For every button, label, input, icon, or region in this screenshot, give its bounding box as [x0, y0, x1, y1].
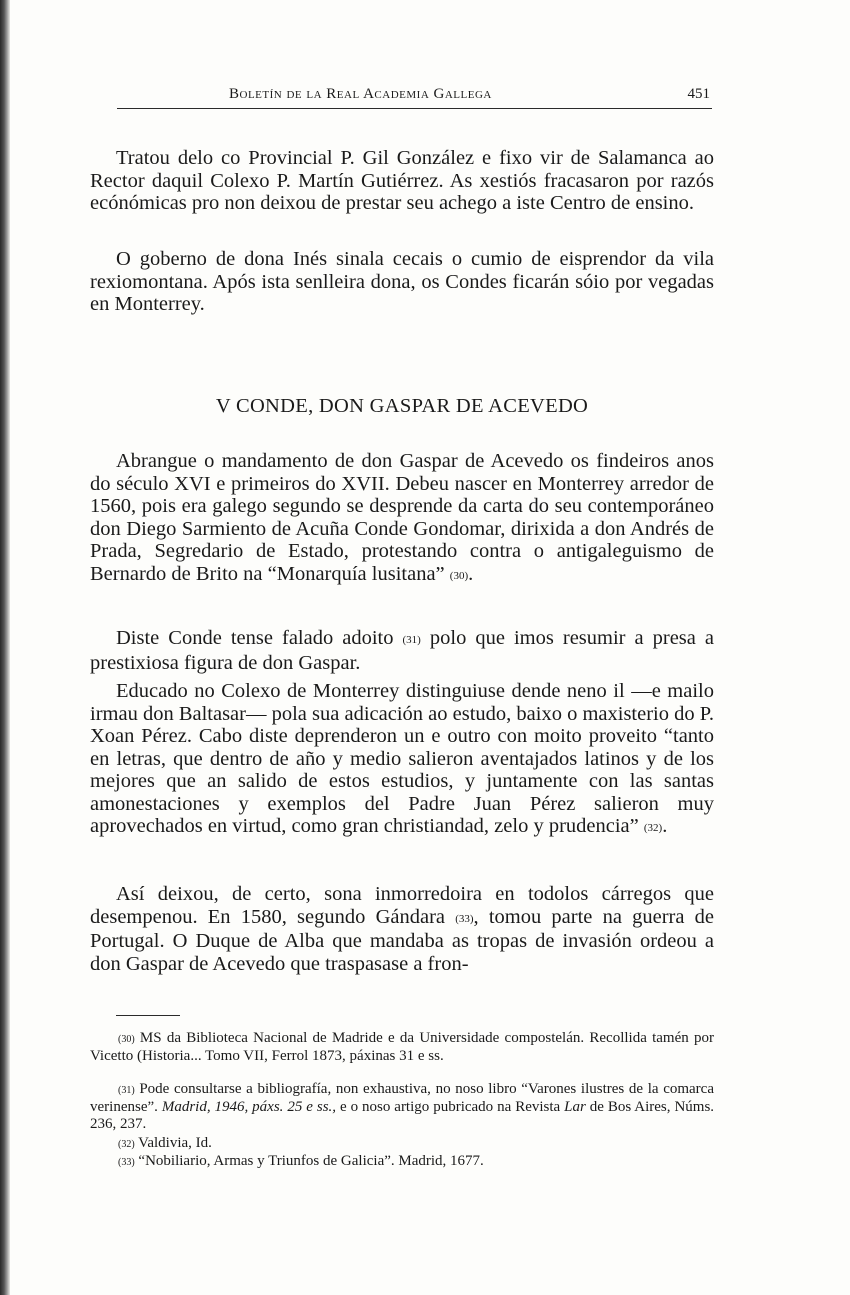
footnote-31-lar: Lar: [564, 1099, 586, 1115]
paragraph-3: [90, 450, 714, 587]
footnote-32-text: Valdivia, Id.: [138, 1135, 212, 1151]
paragraph-3-end: .: [468, 562, 474, 585]
paragraph-5: [90, 680, 714, 840]
footnote-ref-30: (30): [449, 569, 469, 582]
footnote-32-number: (32): [118, 1139, 135, 1150]
page-binding-edge: [0, 0, 10, 1295]
footnote-33-text: “Nobiliario, Armas y Triunfos de Galicia”. Madrid, 1677.: [138, 1153, 484, 1169]
footnote-31-text-c: de Bos Aires, Núms. 236, 237.: [90, 1099, 715, 1132]
paragraph-4-text-b: polo que imos resumir a presa a prestixiosa figura de don Gaspar.: [90, 627, 715, 674]
paragraph-6-text-b: , tomou parte na guerra de Portugal. O Duque de Alba que mandaba as tropas de invasión ordeou a don Gaspar de Acevedo que traspasase a fron-: [90, 905, 714, 975]
footnote-ref-31: (31): [402, 634, 421, 646]
paragraph-5-end: .: [662, 815, 668, 837]
footnote-31-text-a: Pode consultarse a bibliografía, non exhaustiva, no noso libro “Varones ilustres de la comarca verinense”.: [90, 1081, 714, 1115]
footnote-ref-32: (32): [643, 822, 663, 834]
footnote-33-number: (33): [118, 1157, 135, 1168]
footnote-separator: [116, 1015, 180, 1016]
paragraph-6: [90, 883, 714, 975]
section-title: V CONDE, DON GASPAR DE ACEVEDO: [215, 395, 589, 417]
footnote-31-number: (31): [118, 1085, 135, 1096]
footnote-31-text-b: e o noso artigo pubricado na Revista: [340, 1099, 561, 1115]
paragraph-1: Tratou delo co Provincial P. Gil González e fixo vir de Salamanca ao Rector daquil Colexo P. Martín Gutiérrez. As xestiós fracasaron por razós ecónómicas pro non deixou de prestar seu achego a iste Centro de ensino.: [90, 147, 714, 214]
journal-title: Boletín de la Real Academia Gallega: [229, 86, 492, 102]
paragraph-6-text-a: Así deixou, de certo, sona inmorredoira en todolos cárregos que desempenou. En 1580, segundo Gándara: [90, 883, 714, 928]
footnote-30: [90, 1030, 714, 1065]
footnote-31-italic: Madrid, 1946, páxs. 25 e ss.,: [161, 1099, 337, 1115]
paragraph-3-text: Abrangue o mandamento de don Gaspar de Acevedo os findeiros anos do século XVI e primeiros do XVII. Debeu nascer en Monterrey arredor de 1560, pois era galego segundo se desprende da carta do seu contemporáneo don Diego Sarmiento de Acuña Conde Gondomar, dirixida a don Andrés de Prada, Segredario de Estado, protestando contra o antigaleguismo de Bernardo de Brito na “Monarquía lusitana”: [90, 450, 714, 585]
footnote-32: [90, 1135, 714, 1153]
paragraph-5-text: Educado no Colexo de Monterrey distinguiuse dende neno il —e mailo irmau don Baltasar— pola sua adicación ao estudo, baixo o maxisterio do P. Xoan Pérez. Cabo diste deprenderon un e outro con moito proveito “tanto en letras, que dentro de año y medio salieron aventajados latinos y de los mejores que an salido de estos estudios, y juntamente con las santas amonestaciones y exemplos del Padre Juan Pérez salieron muy aprovechados en virtud, como gran christiandad, zelo y prudencia”: [90, 680, 714, 837]
paragraph-4: [90, 627, 714, 674]
footnote-31: [90, 1081, 714, 1133]
footnote-30-text: MS da Biblioteca Nacional de Madride e da Universidade compostelán. Recollida tamén por Vicetto (Historia... Tomo VII, Ferrol 1873, páxinas 31 e ss.: [90, 1030, 714, 1064]
footnote-ref-33: (33): [455, 912, 474, 925]
footnote-30-number: (30): [118, 1034, 135, 1045]
paragraph-4-text-a: Diste Conde tense falado adoito: [116, 627, 394, 649]
page-number: 451: [687, 86, 710, 102]
paragraph-2: O goberno de dona Inés sinala cecais o cumio de eisprendor da vila rexiomontana. Após ista senlleira dona, os Condes ficarán sóio por vegadas en Monterrey.: [90, 248, 714, 315]
running-head: [117, 86, 712, 109]
footnote-33: [90, 1153, 714, 1171]
